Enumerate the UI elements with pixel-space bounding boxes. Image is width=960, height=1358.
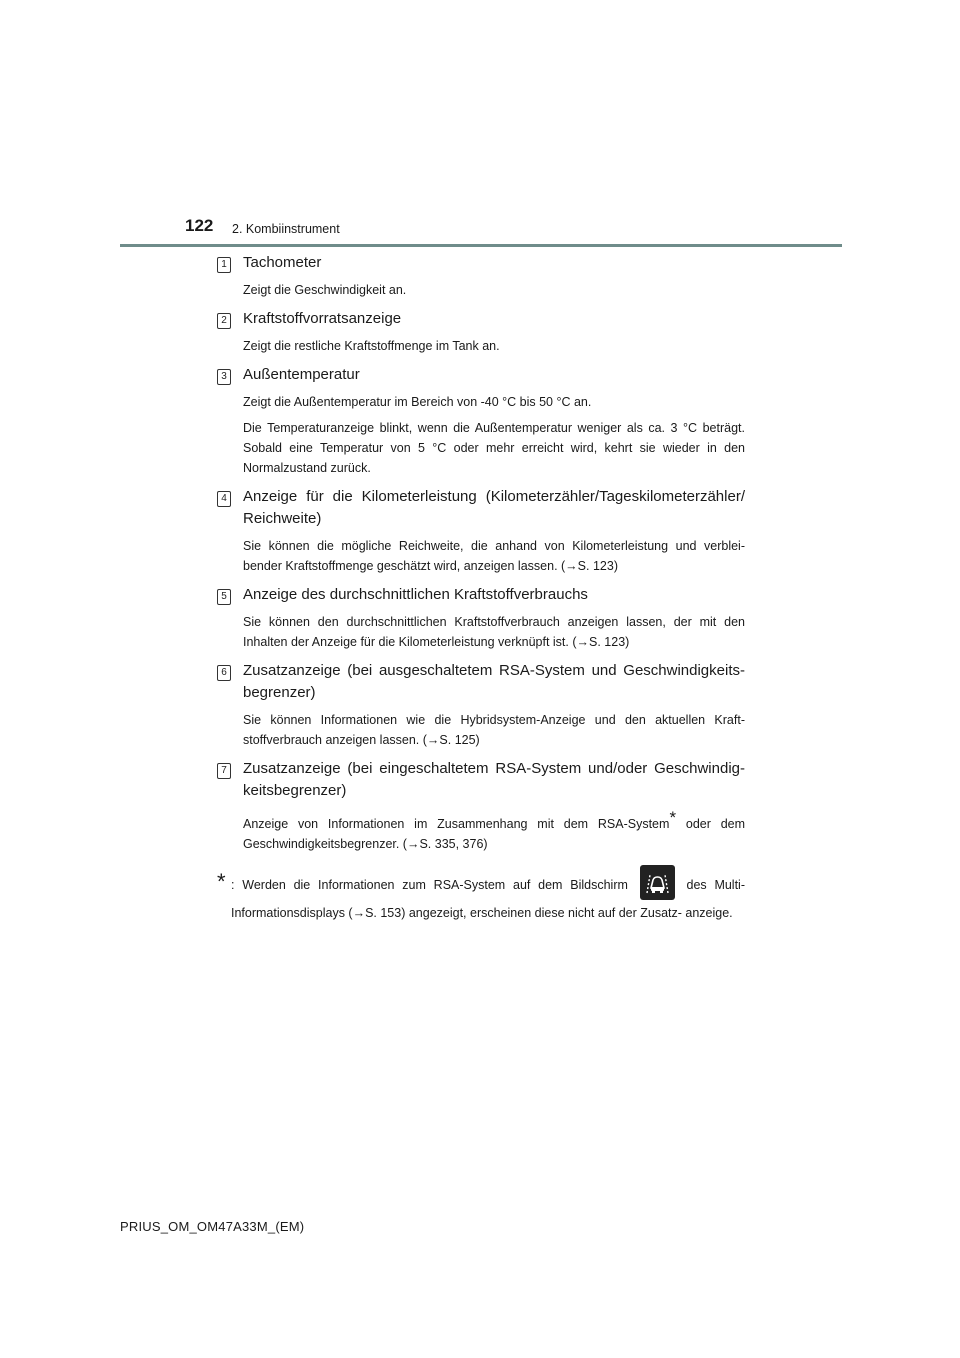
- list-item-2: [217, 308, 745, 356]
- item-title: Außentemperatur: [243, 366, 360, 383]
- item-number-badge: 2: [217, 313, 231, 329]
- item-description-text: Anzeige von Informationen im Zusammenhang mit dem RSA-System: [243, 817, 670, 832]
- item-description: Zeigt die restliche Kraftstoffmenge im Tank an.: [243, 339, 500, 353]
- item-description: [243, 808, 745, 854]
- item-number-badge: 7: [217, 763, 231, 779]
- list-item-4: [217, 486, 745, 576]
- item-number-badge: 3: [217, 369, 231, 385]
- chapter-title: 2. Kombiinstrument: [232, 222, 340, 236]
- item-description: Die Temperaturanzeige blinkt, wenn die Außentemperatur weniger als ca. 3 °C beträgt. Sobald eine Temperatur von 5 °C oder mehr erreicht wird, kehrt sie wieder in den Normalzustand zurück.: [243, 421, 745, 475]
- rsa-screen-icon: [640, 865, 675, 900]
- item-number-badge: 6: [217, 665, 231, 681]
- item-title: Anzeige des durchschnittlichen Kraftstoffverbrauchs: [243, 586, 588, 603]
- page-number: 122: [185, 216, 214, 235]
- item-description-text: oder dem Geschwindigkeitsbegrenzer. (→S. 335, 376): [243, 817, 746, 852]
- item-title: Tachometer: [243, 254, 322, 271]
- list-item-6: [217, 660, 745, 750]
- item-title: Kraftstoffvorratsanzeige: [243, 310, 402, 327]
- item-title: Zusatzanzeige (bei ausgeschaltetem RSA-System und Geschwindigkeits- begrenzer): [243, 662, 745, 701]
- item-number-badge: 5: [217, 589, 231, 605]
- footnote-text: [231, 868, 745, 923]
- footnote-text-part: des Multi- Informationsdisplays (→S. 153) angezeigt, erscheinen diese nicht auf der Zusatz- anzeige.: [231, 877, 745, 921]
- document-code-footer: PRIUS_OM_OM47A33M_(EM): [120, 1219, 305, 1234]
- item-description: Sie können die mögliche Reichweite, die anhand von Kilometerleistung und verblei- bender Kraftstoffmenge geschätzt wird, anzeigen lassen. (→S. 123): [243, 539, 745, 573]
- item-number-badge: 4: [217, 491, 231, 507]
- list-item-5: [217, 584, 745, 652]
- main-content: [217, 252, 745, 923]
- list-item-1: [217, 252, 745, 300]
- footnote-star: *: [217, 869, 226, 895]
- footnote-text-part: : Werden die Informationen zum RSA-System auf dem Bildschirm: [231, 877, 628, 892]
- item-description: Sie können den durchschnittlichen Kraftstoffverbrauch anzeigen lassen, der mit den Inhalten der Anzeige für die Kilometerleistung verknüpft ist. (→S. 123): [243, 615, 745, 649]
- item-title: Zusatzanzeige (bei eingeschaltetem RSA-System und/oder Geschwindig- keitsbegrenzer): [243, 760, 745, 799]
- item-number-badge: 1: [217, 257, 231, 273]
- footnote: [217, 868, 745, 923]
- item-description: Zeigt die Außentemperatur im Bereich von -40 °C bis 50 °C an.: [243, 395, 592, 409]
- list-item-7: [217, 758, 745, 854]
- item-description: Sie können Informationen wie die Hybridsystem-Anzeige und den aktuellen Kraft- stoffverbrauch anzeigen lassen. (→S. 125): [243, 713, 745, 747]
- item-title: Anzeige für die Kilometerleistung (Kilometerzähler/Tageskilometerzähler/ Reichweite): [243, 488, 745, 527]
- list-item-3: [217, 364, 745, 478]
- footnote-marker: *: [669, 808, 677, 827]
- header-rule: [120, 244, 842, 247]
- item-description: Zeigt die Geschwindigkeit an.: [243, 283, 407, 297]
